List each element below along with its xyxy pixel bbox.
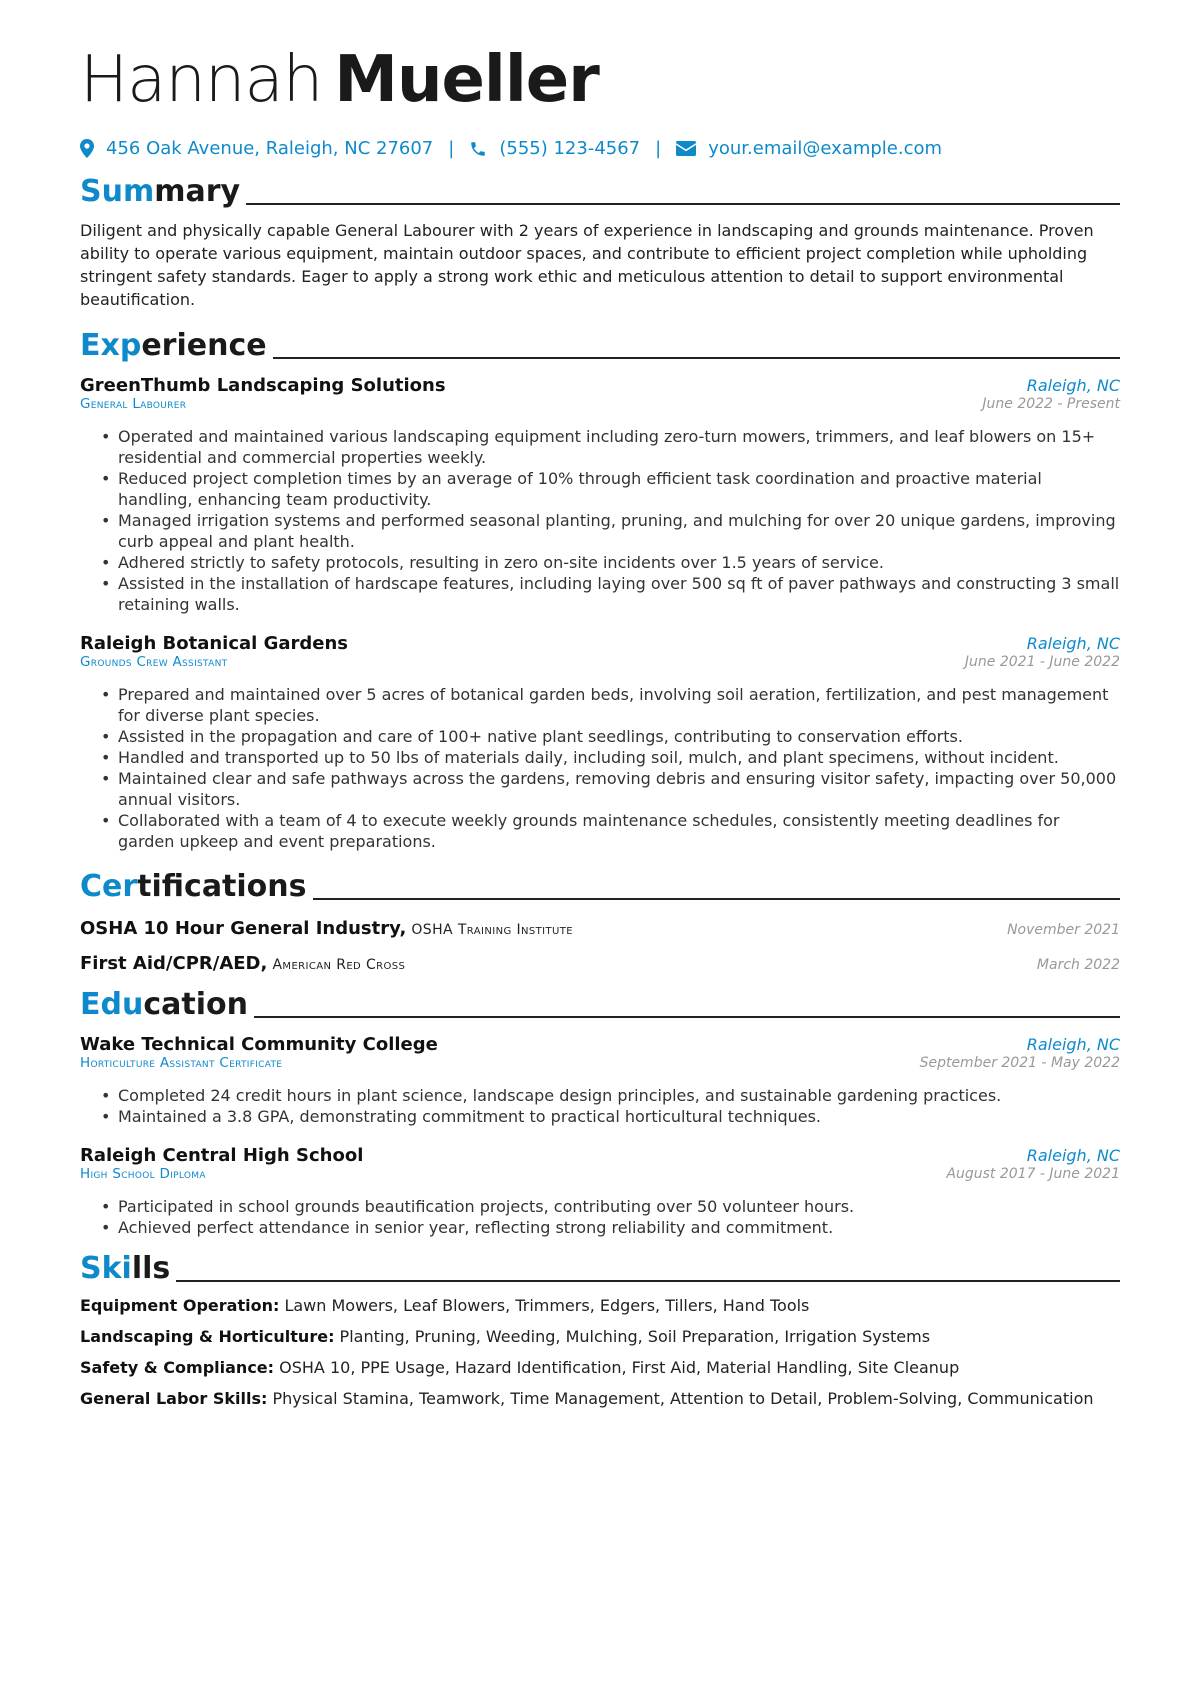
certification-issuer: OSHA Training Institute: [411, 922, 573, 938]
skill-values: Physical Stamina, Teamwork, Time Management, Attention to Detail, Problem-Solving, Communication: [267, 1389, 1094, 1408]
entry-dates: June 2022 - Present: [982, 396, 1120, 412]
contact-line: [80, 138, 1120, 159]
bullet-list: [80, 426, 1120, 615]
skills-heading: [80, 1251, 1120, 1286]
contact-phone[interactable]: [469, 138, 640, 159]
email-text: your.email@example.com: [708, 138, 943, 159]
list-item: • Collaborated with a team of 4 to execute weekly grounds maintenance schedules, consistently meeting deadlines for garden upkeep and event preparations.: [118, 810, 1120, 852]
skill-row: [80, 1358, 1120, 1378]
experience-entry: [80, 633, 1120, 852]
job-title: General Labourer: [80, 396, 187, 412]
certification-name: First Aid/CPR/AED: [80, 953, 261, 974]
entry-location: Raleigh, NC: [1026, 634, 1120, 653]
list-item: • Prepared and maintained over 5 acres of botanical garden beds, involving soil aeration, fertilization, and pest management for diverse plant species.: [118, 684, 1120, 726]
skill-category: Safety & Compliance:: [80, 1358, 275, 1377]
entry-location: Raleigh, NC: [1026, 1146, 1120, 1165]
comma: ,: [260, 953, 268, 974]
skill-values: Lawn Mowers, Leaf Blowers, Trimmers, Edgers, Tillers, Hand Tools: [279, 1296, 810, 1315]
skill-row: [80, 1389, 1120, 1409]
bullet-list: [80, 1196, 1120, 1238]
list-item: • Managed irrigation systems and performed seasonal planting, pruning, and mulching for over 20 unique gardens, improving curb appeal and plant health.: [118, 510, 1120, 552]
skill-values: Planting, Pruning, Weeding, Mulching, Soil Preparation, Irrigation Systems: [334, 1327, 931, 1346]
list-item: • Operated and maintained various landscaping equipment including zero-turn mowers, trimmers, and leaf blowers on 15+ residential and commercial properties weekly.: [118, 426, 1120, 468]
entry-dates: June 2021 - June 2022: [964, 654, 1120, 670]
list-item: • Participated in school grounds beautification projects, contributing over 50 volunteer hours.: [118, 1196, 1120, 1217]
map-marker-icon: [80, 139, 94, 158]
school-name: Wake Technical Community College: [80, 1034, 438, 1055]
list-item: • Maintained clear and safe pathways across the gardens, removing debris and ensuring visitor safety, impacting over 50,000 annual visitors.: [118, 768, 1120, 810]
certification-date: March 2022: [1036, 957, 1120, 973]
skill-category: General Labor Skills:: [80, 1389, 268, 1408]
last-name: Mueller: [334, 43, 599, 117]
experience-entry: [80, 375, 1120, 615]
section-rule: [254, 1016, 1120, 1018]
candidate-name: [80, 43, 1120, 117]
list-item: • Handled and transported up to 50 lbs of materials daily, including soil, mulch, and plant specimens, without incident.: [118, 747, 1120, 768]
certification-item: [80, 918, 1120, 939]
section-title: Education: [80, 987, 248, 1022]
employer-name: Raleigh Botanical Gardens: [80, 633, 349, 654]
list-item: • Maintained a 3.8 GPA, demonstrating commitment to practical horticultural techniques.: [118, 1106, 1120, 1127]
section-title: Experience: [80, 328, 267, 363]
education-entry: [80, 1034, 1120, 1127]
degree-title: High School Diploma: [80, 1166, 206, 1182]
certification-date: November 2021: [1007, 922, 1120, 938]
section-rule: [176, 1280, 1120, 1282]
entry-dates: September 2021 - May 2022: [919, 1055, 1120, 1071]
envelope-icon: [676, 141, 696, 156]
summary-text: Diligent and physically capable General Labourer with 2 years of experience in landscaping and grounds maintenance. Proven ability to operate various equipment, maintain outdoor spaces, and contribute to efficient project completion while upholding stringent safety standards. Eager to apply a strong work ethic and meticulous attention to detail to support environmental beautification.: [80, 221, 1094, 309]
contact-separator: |: [655, 138, 662, 159]
experience-heading: [80, 328, 1120, 363]
list-item: • Completed 24 credit hours in plant science, landscape design principles, and sustainable gardening practices.: [118, 1085, 1120, 1106]
section-title: Skills: [80, 1251, 171, 1286]
first-name: Hannah: [80, 43, 323, 117]
contact-separator: |: [448, 138, 455, 159]
list-item: • Assisted in the installation of hardscape features, including laying over 500 sq ft of paver pathways and constructing 3 small retaining walls.: [118, 573, 1120, 615]
school-name: Raleigh Central High School: [80, 1145, 364, 1166]
entry-location: Raleigh, NC: [1026, 376, 1120, 395]
bullet-list: [80, 1085, 1120, 1127]
employer-name: GreenThumb Landscaping Solutions: [80, 375, 446, 396]
address-text: 456 Oak Avenue, Raleigh, NC 27607: [106, 138, 434, 159]
section-rule: [273, 357, 1120, 359]
section-title: Certifications: [80, 869, 307, 904]
education-heading: [80, 987, 1120, 1022]
section-title: Summary: [80, 174, 241, 209]
phone-icon: [469, 140, 487, 158]
skill-row: [80, 1296, 1120, 1316]
list-item: • Adhered strictly to safety protocols, resulting in zero on-site incidents over 1.5 years of service.: [118, 552, 1120, 573]
list-item: • Reduced project completion times by an average of 10% through efficient task coordination and proactive material handling, enhancing team productivity.: [118, 468, 1120, 510]
entry-dates: August 2017 - June 2021: [946, 1166, 1120, 1182]
skill-row: [80, 1327, 1120, 1347]
degree-title: Horticulture Assistant Certificate: [80, 1055, 283, 1071]
certifications-heading: [80, 869, 1120, 904]
comma: ,: [399, 918, 407, 939]
list-item: • Achieved perfect attendance in senior year, reflecting strong reliability and commitment.: [118, 1217, 1120, 1238]
skill-category: Equipment Operation:: [80, 1296, 280, 1315]
skill-category: Landscaping & Horticulture:: [80, 1327, 335, 1346]
skill-values: OSHA 10, PPE Usage, Hazard Identification, First Aid, Material Handling, Site Cleanup: [274, 1358, 960, 1377]
entry-location: Raleigh, NC: [1026, 1035, 1120, 1054]
education-entry: [80, 1145, 1120, 1238]
certification-issuer: American Red Cross: [272, 957, 406, 973]
phone-text: (555) 123-4567: [499, 138, 641, 159]
bullet-list: [80, 684, 1120, 852]
job-title: Grounds Crew Assistant: [80, 654, 228, 670]
certification-item: [80, 953, 1120, 974]
summary-heading: [80, 174, 1120, 209]
contact-address: [80, 138, 433, 159]
contact-email[interactable]: [676, 138, 942, 159]
section-rule: [246, 203, 1120, 205]
list-item: • Assisted in the propagation and care of 100+ native plant seedlings, contributing to conservation efforts.: [118, 726, 1120, 747]
certification-name: OSHA 10 Hour General Industry: [80, 918, 400, 939]
section-rule: [313, 898, 1120, 900]
